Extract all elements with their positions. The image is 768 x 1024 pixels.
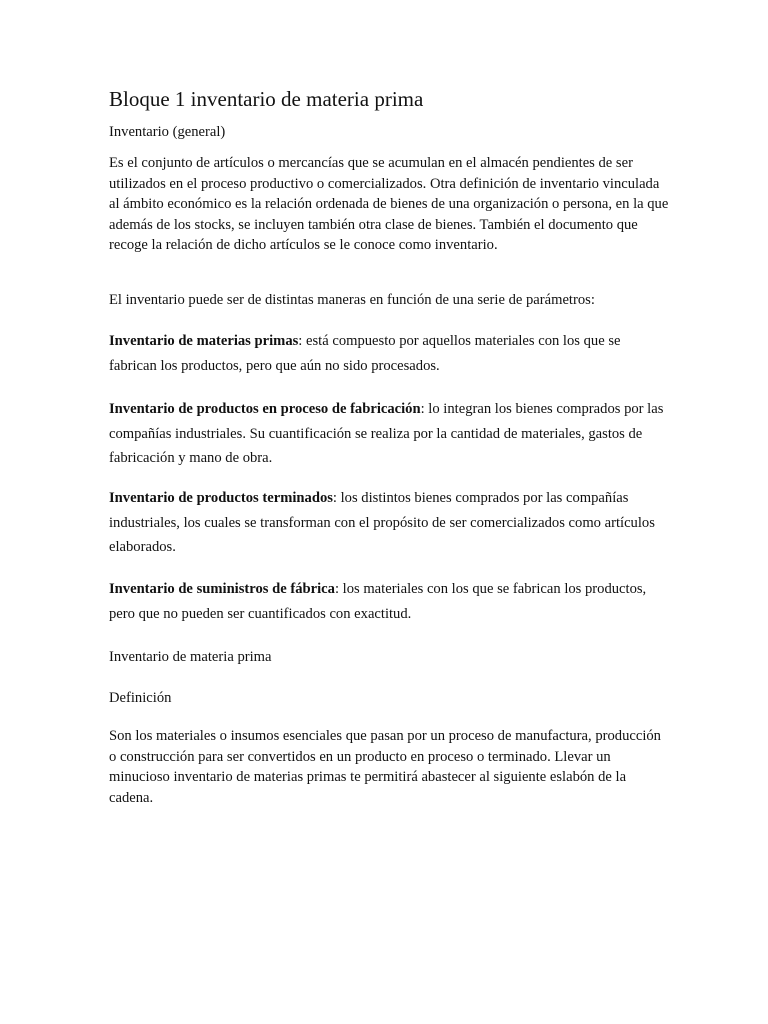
subtitle: Inventario (general) (109, 124, 226, 140)
document-title: Bloque 1 inventario de materia prima (109, 87, 424, 111)
type-text: : está compuesto por aquellos materiales con los que se fabrican los productos, pero que aún no sido procesados. (109, 333, 621, 374)
type-text: : los materiales con los que se fabrican los productos, pero que no pueden ser cuantificados con exactitud. (109, 581, 647, 622)
type-term: Inventario de suministros de fábrica (109, 581, 335, 597)
type-item (109, 577, 669, 626)
type-item (109, 329, 669, 378)
type-text: : lo integran los bienes comprados por las compañías industriales. Su cuantificación se realiza por la cantidad de materiales, gastos de fabricación y mano de obra. (109, 401, 664, 466)
type-text: : los distintos bienes comprados por las compañías industriales, los cuales se transforman con el propósito de ser comercializados como artículos elaborados. (109, 490, 655, 555)
type-item (109, 486, 669, 560)
type-term: Inventario de productos terminados (109, 490, 333, 506)
definition-heading: Definición (109, 690, 172, 706)
type-term: Inventario de productos en proceso de fabricación (109, 401, 421, 417)
type-term: Inventario de materias primas (109, 333, 299, 349)
intro-paragraph: Es el conjunto de artículos o mercancías que se acumulan en el almacén pendientes de ser utilizados en el proceso productivo o comercializados. Otra definición de inventario vinculada al ámbito económico es la relación ordenada de bienes de una organización o persona, en la que además de los stocks, se incluyen también otra clase de bienes. También el documento que recoge la relación de dicho artículos se le conoce como inventario. (109, 155, 669, 253)
section-heading: Inventario de materia prima (109, 649, 272, 665)
type-item (109, 397, 669, 471)
types-intro-paragraph: El inventario puede ser de distintas maneras en función de una serie de parámetros: (109, 292, 595, 308)
definition-paragraph: Son los materiales o insumos esenciales que pasan por un proceso de manufactura, producción o construcción para ser convertidos en un producto en proceso o terminado. Llevar un minucioso inventario de materias primas te permitirá abastecer al siguiente eslabón de la cadena. (109, 728, 661, 806)
